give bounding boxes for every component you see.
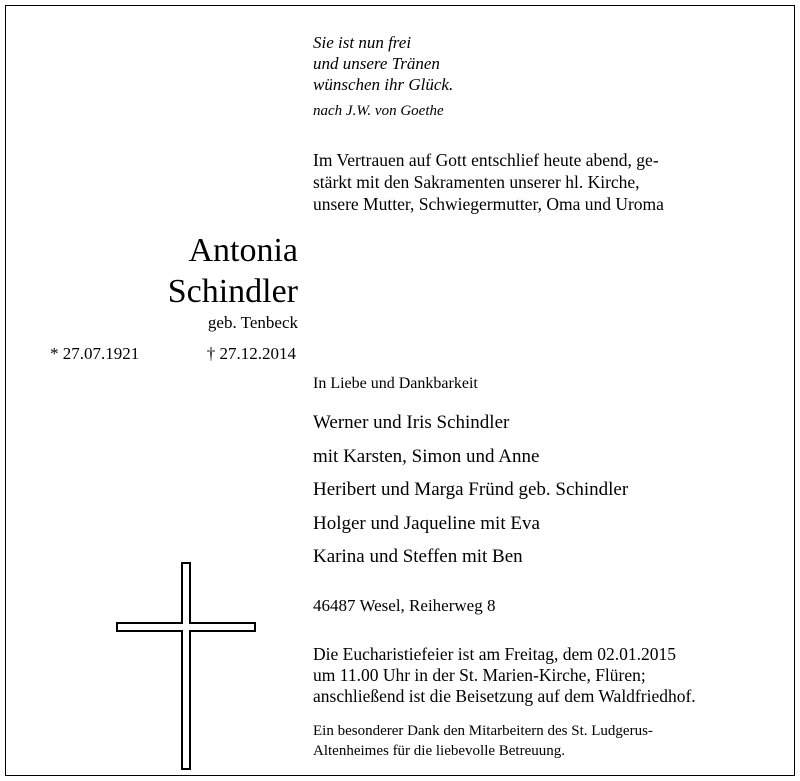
intro-text bbox=[313, 149, 664, 215]
family-member: Karina und Steffen mit Ben bbox=[313, 546, 523, 568]
family-member: Werner und Iris Schindler bbox=[313, 412, 510, 433]
thanks-note bbox=[313, 721, 653, 761]
intro-line: unsere Mutter, Schwiegermutter, Oma und Uroma bbox=[313, 194, 664, 214]
deceased-last-name: Schindler bbox=[167, 273, 298, 310]
deceased-first-name: Antonia bbox=[188, 232, 298, 269]
intro-line: Im Vertrauen auf Gott entschlief heute abend, ge- bbox=[313, 150, 659, 170]
poem-source: nach J.W. von Goethe bbox=[313, 103, 444, 119]
service-line: Die Eucharistiefeier ist am Freitag, dem 02.01.2015 bbox=[313, 644, 677, 664]
family-member: Holger und Jaqueline mit Eva bbox=[313, 512, 540, 534]
service-info bbox=[313, 644, 696, 707]
deceased-name-block bbox=[168, 230, 298, 334]
poem-line: wünschen ihr Glück. bbox=[313, 75, 454, 94]
thanks-line: Altenheimes für die liebevolle Betreuung. bbox=[313, 743, 566, 759]
closing-phrase: In Liebe und Dankbarkeit bbox=[313, 375, 478, 392]
poem-quote bbox=[313, 32, 453, 122]
poem-line: und unsere Tränen bbox=[313, 54, 440, 73]
death-date: † 27.12.2014 bbox=[206, 344, 296, 363]
birth-date: * 27.07.1921 bbox=[50, 344, 140, 363]
latin-cross-icon bbox=[116, 562, 256, 770]
intro-line: stärkt mit den Sakramenten unserer hl. Kirche, bbox=[313, 172, 640, 192]
address: 46487 Wesel, Reiherweg 8 bbox=[313, 596, 496, 615]
family-member: Heribert und Marga Fründ geb. Schindler bbox=[313, 479, 629, 501]
thanks-line: Ein besonderer Dank den Mitarbeitern des St. Ludgerus- bbox=[313, 723, 653, 739]
poem-line: Sie ist nun frei bbox=[313, 33, 412, 52]
deceased-maiden-name: geb. Tenbeck bbox=[207, 313, 298, 332]
service-line: anschließend ist die Beisetzung auf dem Waldfriedhof. bbox=[313, 686, 696, 706]
family-member: mit Karsten, Simon und Anne bbox=[313, 445, 540, 467]
family-list bbox=[313, 412, 628, 580]
service-line: um 11.00 Uhr in der St. Marien-Kirche, Flüren; bbox=[313, 665, 646, 685]
